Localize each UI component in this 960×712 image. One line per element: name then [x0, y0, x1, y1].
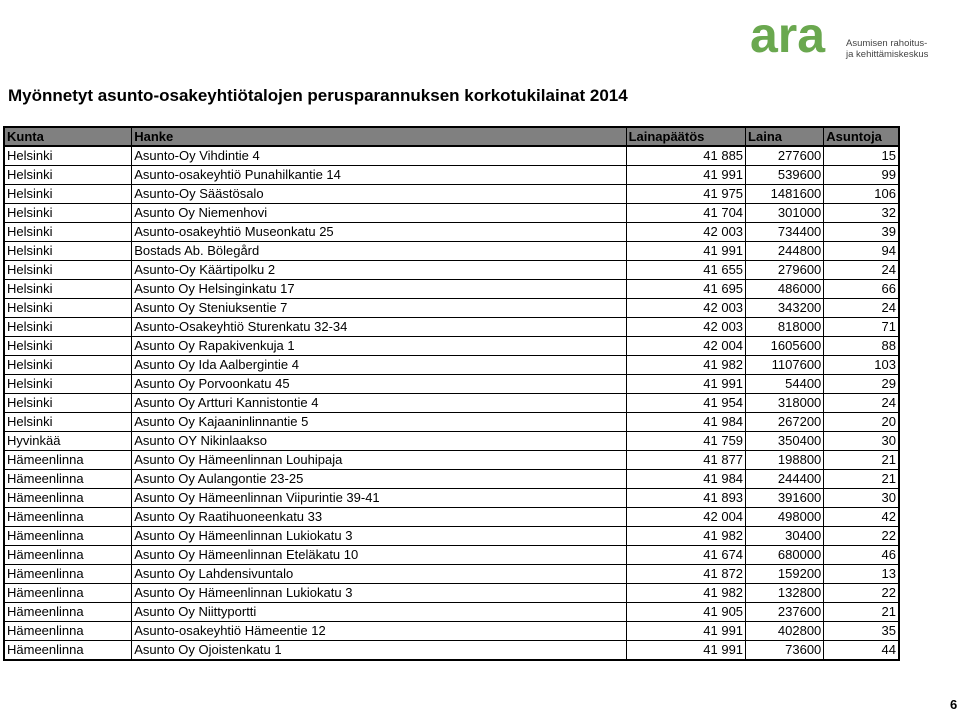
cell-kunta: Hämeenlinna [4, 565, 132, 584]
cell-kunta: Helsinki [4, 394, 132, 413]
cell-lainapaatos: 42 003 [626, 223, 745, 242]
cell-laina: 73600 [746, 641, 824, 661]
cell-hanke: Asunto-Osakeyhtiö Sturenkatu 32-34 [132, 318, 626, 337]
cell-hanke: Asunto Oy Aulangontie 23-25 [132, 470, 626, 489]
cell-kunta: Helsinki [4, 166, 132, 185]
table-row [4, 584, 899, 603]
cell-kunta: Helsinki [4, 413, 132, 432]
cell-laina: 279600 [746, 261, 824, 280]
cell-hanke: Asunto-osakeyhtiö Hämeentie 12 [132, 622, 626, 641]
header-lainapaatos: Lainapäätös [626, 127, 745, 146]
cell-lainapaatos: 41 984 [626, 470, 745, 489]
cell-laina: 350400 [746, 432, 824, 451]
cell-asuntoja: 32 [824, 204, 899, 223]
cell-asuntoja: 24 [824, 394, 899, 413]
cell-asuntoja: 21 [824, 451, 899, 470]
table-row [4, 641, 899, 661]
cell-hanke: Asunto Oy Ojoistenkatu 1 [132, 641, 626, 661]
cell-lainapaatos: 41 982 [626, 356, 745, 375]
logo-tagline-line2: ja kehittämiskeskus [846, 49, 929, 60]
table-header-row [4, 127, 899, 146]
table-row [4, 394, 899, 413]
cell-hanke: Asunto Oy Niemenhovi [132, 204, 626, 223]
table-row [4, 508, 899, 527]
table-row [4, 299, 899, 318]
cell-hanke: Asunto Oy Hämeenlinnan Viipurintie 39-41 [132, 489, 626, 508]
cell-asuntoja: 66 [824, 280, 899, 299]
cell-laina: 244800 [746, 242, 824, 261]
table-row [4, 527, 899, 546]
cell-asuntoja: 88 [824, 337, 899, 356]
cell-kunta: Helsinki [4, 337, 132, 356]
cell-laina: 539600 [746, 166, 824, 185]
cell-asuntoja: 24 [824, 261, 899, 280]
cell-hanke: Bostads Ab. Bölegård [132, 242, 626, 261]
cell-laina: 54400 [746, 375, 824, 394]
cell-kunta: Helsinki [4, 242, 132, 261]
cell-hanke: Asunto-osakeyhtiö Museonkatu 25 [132, 223, 626, 242]
cell-hanke: Asunto Oy Hämeenlinnan Louhipaja [132, 451, 626, 470]
cell-lainapaatos: 41 982 [626, 584, 745, 603]
cell-hanke: Asunto-Oy Säästösalo [132, 185, 626, 204]
cell-laina: 237600 [746, 603, 824, 622]
table-row [4, 242, 899, 261]
table-row [4, 356, 899, 375]
cell-hanke: Asunto Oy Steniuksentie 7 [132, 299, 626, 318]
cell-hanke: Asunto Oy Porvoonkatu 45 [132, 375, 626, 394]
cell-laina: 1107600 [746, 356, 824, 375]
cell-kunta: Hämeenlinna [4, 641, 132, 661]
cell-laina: 498000 [746, 508, 824, 527]
cell-kunta: Helsinki [4, 356, 132, 375]
cell-hanke: Asunto Oy Hämeenlinnan Eteläkatu 10 [132, 546, 626, 565]
cell-lainapaatos: 41 877 [626, 451, 745, 470]
cell-kunta: Hämeenlinna [4, 451, 132, 470]
cell-lainapaatos: 41 954 [626, 394, 745, 413]
cell-kunta: Helsinki [4, 280, 132, 299]
cell-kunta: Hämeenlinna [4, 470, 132, 489]
cell-lainapaatos: 41 984 [626, 413, 745, 432]
cell-asuntoja: 103 [824, 356, 899, 375]
cell-hanke: Asunto Oy Kajaaninlinnantie 5 [132, 413, 626, 432]
page-title: Myönnetyt asunto-osakeyhtiötalojen perusparannuksen korkotukilainat 2014 [8, 86, 628, 105]
table-row [4, 166, 899, 185]
cell-asuntoja: 29 [824, 375, 899, 394]
cell-asuntoja: 21 [824, 603, 899, 622]
cell-kunta: Hämeenlinna [4, 546, 132, 565]
cell-lainapaatos: 41 982 [626, 527, 745, 546]
cell-hanke: Asunto Oy Artturi Kannistontie 4 [132, 394, 626, 413]
cell-lainapaatos: 41 759 [626, 432, 745, 451]
cell-laina: 391600 [746, 489, 824, 508]
cell-lainapaatos: 41 991 [626, 242, 745, 261]
table-row [4, 375, 899, 394]
cell-lainapaatos: 41 893 [626, 489, 745, 508]
cell-lainapaatos: 41 885 [626, 146, 745, 166]
cell-kunta: Hämeenlinna [4, 489, 132, 508]
cell-laina: 318000 [746, 394, 824, 413]
table-row [4, 451, 899, 470]
page-number: 6 [950, 697, 958, 712]
cell-hanke: Asunto Oy Raatihuoneenkatu 33 [132, 508, 626, 527]
header-hanke: Hanke [132, 127, 626, 146]
cell-lainapaatos: 41 695 [626, 280, 745, 299]
cell-asuntoja: 106 [824, 185, 899, 204]
cell-asuntoja: 30 [824, 489, 899, 508]
cell-lainapaatos: 41 991 [626, 641, 745, 661]
table-row [4, 223, 899, 242]
cell-hanke: Asunto Oy Rapakivenkuja 1 [132, 337, 626, 356]
cell-asuntoja: 46 [824, 546, 899, 565]
logo-tagline-line1: Asumisen rahoitus- [846, 38, 928, 49]
cell-kunta: Hämeenlinna [4, 584, 132, 603]
cell-hanke: Asunto Oy Hämeenlinnan Lukiokatu 3 [132, 584, 626, 603]
cell-laina: 244400 [746, 470, 824, 489]
cell-hanke: Asunto Oy Helsinginkatu 17 [132, 280, 626, 299]
cell-laina: 198800 [746, 451, 824, 470]
table-row [4, 185, 899, 204]
cell-laina: 1605600 [746, 337, 824, 356]
cell-kunta: Hyvinkää [4, 432, 132, 451]
cell-lainapaatos: 42 003 [626, 299, 745, 318]
cell-kunta: Helsinki [4, 318, 132, 337]
ara-logo-graphic [750, 10, 940, 62]
cell-lainapaatos: 41 905 [626, 603, 745, 622]
cell-hanke: Asunto-Oy Käärtipolku 2 [132, 261, 626, 280]
ara-logo [750, 10, 940, 62]
cell-laina: 402800 [746, 622, 824, 641]
table-row [4, 413, 899, 432]
table-row [4, 470, 899, 489]
cell-laina: 159200 [746, 565, 824, 584]
cell-kunta: Helsinki [4, 261, 132, 280]
cell-kunta: Hämeenlinna [4, 508, 132, 527]
cell-kunta: Helsinki [4, 204, 132, 223]
cell-hanke: Asunto Oy Lahdensivuntalo [132, 565, 626, 584]
cell-asuntoja: 35 [824, 622, 899, 641]
table-body [4, 146, 899, 660]
cell-asuntoja: 94 [824, 242, 899, 261]
loans-table [3, 126, 900, 661]
cell-laina: 277600 [746, 146, 824, 166]
cell-lainapaatos: 41 704 [626, 204, 745, 223]
table-row [4, 622, 899, 641]
cell-hanke: Asunto Oy Ida Aalbergintie 4 [132, 356, 626, 375]
table-row [4, 204, 899, 223]
cell-laina: 1481600 [746, 185, 824, 204]
table-row [4, 146, 899, 166]
cell-lainapaatos: 41 655 [626, 261, 745, 280]
cell-laina: 343200 [746, 299, 824, 318]
table-row [4, 318, 899, 337]
cell-lainapaatos: 41 975 [626, 185, 745, 204]
cell-hanke: Asunto OY Nikinlaakso [132, 432, 626, 451]
cell-laina: 680000 [746, 546, 824, 565]
cell-laina: 734400 [746, 223, 824, 242]
cell-hanke: Asunto Oy Niittyportti [132, 603, 626, 622]
cell-kunta: Helsinki [4, 146, 132, 166]
cell-asuntoja: 13 [824, 565, 899, 584]
table-row [4, 337, 899, 356]
cell-asuntoja: 15 [824, 146, 899, 166]
cell-asuntoja: 44 [824, 641, 899, 661]
table-row [4, 489, 899, 508]
header-asuntoja: Asuntoja [824, 127, 899, 146]
cell-lainapaatos: 42 004 [626, 508, 745, 527]
cell-kunta: Helsinki [4, 223, 132, 242]
table-row [4, 261, 899, 280]
cell-laina: 818000 [746, 318, 824, 337]
cell-kunta: Hämeenlinna [4, 527, 132, 546]
cell-lainapaatos: 41 991 [626, 622, 745, 641]
header-kunta: Kunta [4, 127, 132, 146]
cell-laina: 132800 [746, 584, 824, 603]
cell-asuntoja: 22 [824, 584, 899, 603]
cell-asuntoja: 42 [824, 508, 899, 527]
table-row [4, 565, 899, 584]
table-row [4, 432, 899, 451]
cell-asuntoja: 20 [824, 413, 899, 432]
cell-asuntoja: 30 [824, 432, 899, 451]
cell-lainapaatos: 42 003 [626, 318, 745, 337]
cell-asuntoja: 71 [824, 318, 899, 337]
logo-wordmark: ara [750, 10, 826, 62]
cell-asuntoja: 22 [824, 527, 899, 546]
cell-asuntoja: 39 [824, 223, 899, 242]
cell-hanke: Asunto Oy Hämeenlinnan Lukiokatu 3 [132, 527, 626, 546]
cell-kunta: Helsinki [4, 375, 132, 394]
cell-lainapaatos: 41 872 [626, 565, 745, 584]
cell-asuntoja: 24 [824, 299, 899, 318]
cell-lainapaatos: 42 004 [626, 337, 745, 356]
cell-lainapaatos: 41 674 [626, 546, 745, 565]
cell-laina: 267200 [746, 413, 824, 432]
cell-laina: 30400 [746, 527, 824, 546]
cell-laina: 486000 [746, 280, 824, 299]
cell-lainapaatos: 41 991 [626, 375, 745, 394]
cell-hanke: Asunto-Oy Vihdintie 4 [132, 146, 626, 166]
table-row [4, 546, 899, 565]
cell-kunta: Hämeenlinna [4, 603, 132, 622]
cell-asuntoja: 99 [824, 166, 899, 185]
cell-kunta: Hämeenlinna [4, 622, 132, 641]
header-laina: Laina [746, 127, 824, 146]
cell-hanke: Asunto-osakeyhtiö Punahilkantie 14 [132, 166, 626, 185]
table-row [4, 603, 899, 622]
cell-lainapaatos: 41 991 [626, 166, 745, 185]
cell-kunta: Helsinki [4, 185, 132, 204]
table-row [4, 280, 899, 299]
cell-asuntoja: 21 [824, 470, 899, 489]
cell-laina: 301000 [746, 204, 824, 223]
cell-kunta: Helsinki [4, 299, 132, 318]
